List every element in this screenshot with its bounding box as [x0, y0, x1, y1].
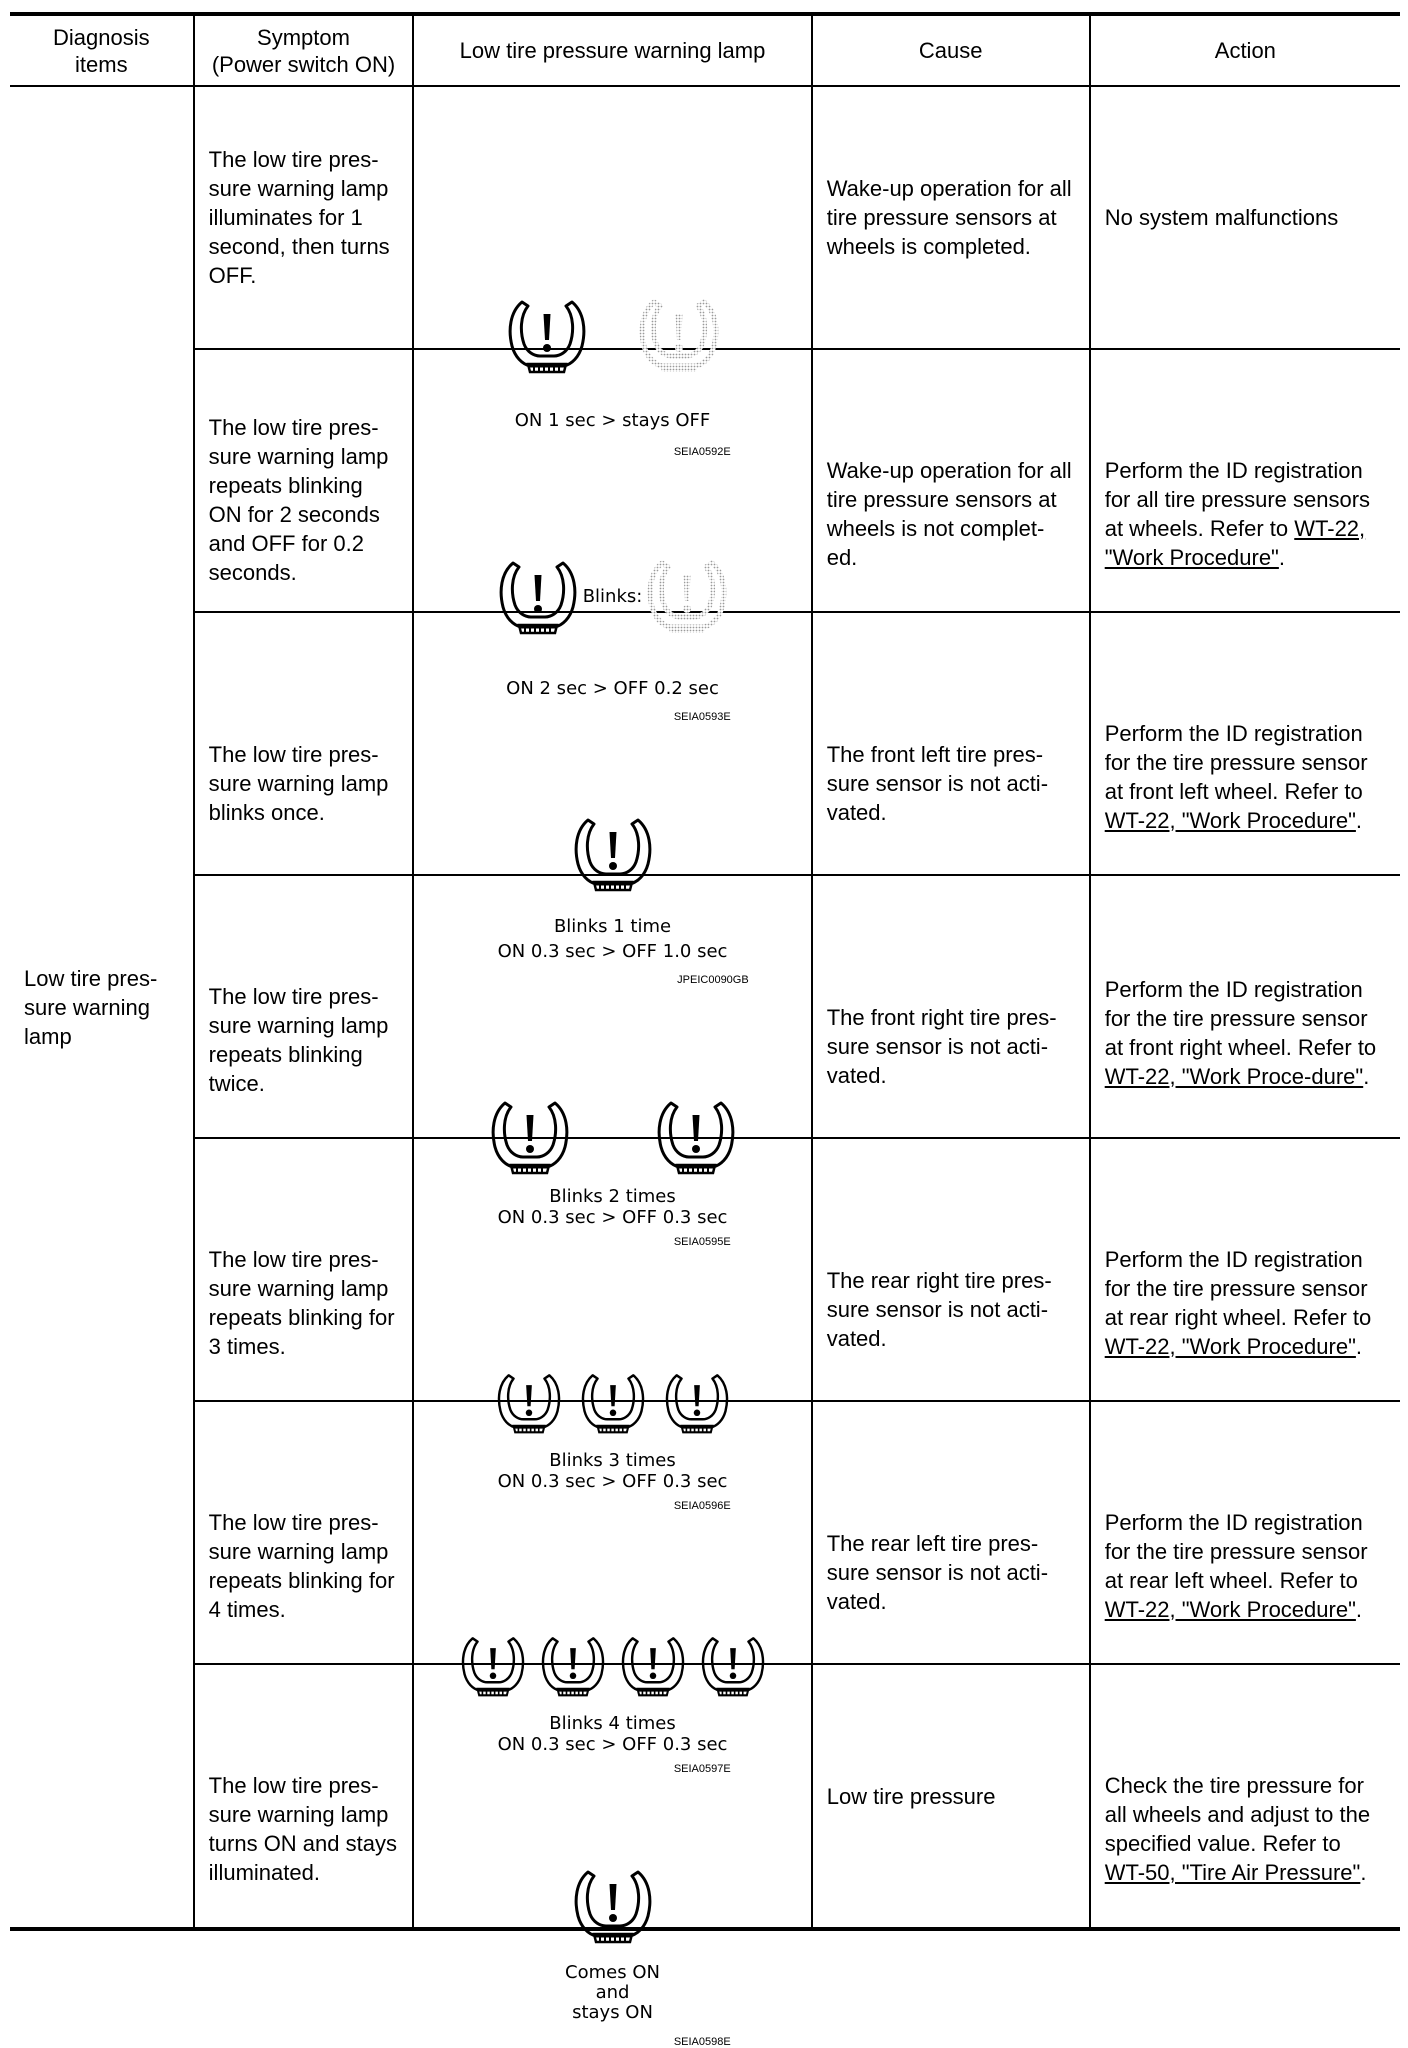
header-lamp: Low tire pressure warning lamp — [413, 14, 811, 86]
action-cell — [1090, 612, 1400, 875]
table-row — [10, 349, 1400, 612]
action-cell — [1090, 875, 1400, 1138]
lamp-cell — [413, 612, 811, 986]
lamp-caption: ON 1 sec > stays OFF — [514, 409, 711, 431]
table-row — [10, 612, 1400, 875]
cause-cell: The front right tire pres-sure sensor is not acti-vated. — [812, 875, 1090, 1138]
lamp-cell — [413, 349, 811, 723]
wt22-work-procedure-link[interactable]: WT-22, "Work Procedure" — [1104, 1596, 1356, 1622]
blinks-label: Blinks: — [582, 586, 643, 607]
lamp-caption-timing: ON 0.3 sec > OFF 0.3 sec — [497, 1206, 728, 1228]
action-text: Perform the ID registration for the tire pressure sensor at rear right wheel. Refer to — [1104, 1246, 1372, 1330]
lamp-caption-timing: ON 0.3 sec > OFF 0.3 sec — [497, 1733, 728, 1755]
action-cell — [1090, 1401, 1400, 1664]
header-cause: Cause — [812, 14, 1090, 86]
table-row — [10, 875, 1400, 1138]
wt22-work-procedure-link[interactable]: WT-22, "Work Procedure" — [1104, 1333, 1356, 1359]
header-symptom — [194, 14, 414, 86]
warning-lamp-on-icon — [570, 1866, 656, 1946]
diagnosis-table — [10, 12, 1400, 2048]
header-row — [10, 14, 1400, 86]
lamp-caption-timing: ON 0.3 sec > OFF 0.3 sec — [497, 1470, 728, 1492]
header-symptom-line2: (Power switch ON) — [211, 51, 396, 77]
lamp-cell — [413, 1138, 811, 1512]
figure-code: SEIA0598E — [673, 2036, 731, 2048]
wt22-work-procedure-link[interactable]: WT-22, "Work Proce-dure" — [1104, 1063, 1364, 1089]
action-cell — [1090, 1138, 1400, 1401]
lamp-caption-comes-on: Comes ON — [565, 1962, 660, 1983]
symptom-cell: The low tire pres-sure warning lamp repeats blinking twice. — [194, 875, 414, 1138]
table-row — [10, 86, 1400, 349]
lamp-caption-blinks: Blinks 3 times — [549, 1449, 676, 1471]
cause-cell: The rear left tire pres-sure sensor is not acti-vated. — [812, 1401, 1090, 1664]
cause-cell: Low tire pressure — [812, 1664, 1090, 1929]
table-row — [10, 1401, 1400, 1664]
cause-cell: The rear right tire pres-sure sensor is not acti-vated. — [812, 1138, 1090, 1401]
lamp-caption-blinks: Blinks 4 times — [549, 1712, 676, 1734]
diagnosis-table-page — [10, 12, 1400, 2048]
action-text: Perform the ID registration for all tire pressure sensors at wheels. Refer to — [1104, 457, 1371, 541]
action-text: Perform the ID registration for the tire pressure sensor at rear left wheel. Refer to — [1104, 1509, 1368, 1593]
action-tail: . — [1355, 1596, 1363, 1622]
figure-code: JPEIC0090GB — [677, 973, 749, 986]
action-cell — [1090, 1664, 1400, 1929]
figure-code: SEIA0597E — [673, 1762, 731, 1775]
lamp-caption-stays-on: stays ON — [572, 2002, 653, 2023]
symptom-cell: The low tire pres-sure warning lamp repeats blinking for 3 times. — [194, 1138, 414, 1401]
header-diagnosis-items: Diagnosis items — [10, 14, 194, 86]
lamp-cell — [413, 1664, 811, 2048]
wt22-work-procedure-link[interactable]: WT-22, "Work Procedure" — [1104, 807, 1356, 833]
figure-code: SEIA0596E — [673, 1499, 731, 1512]
action-tail: . — [1355, 1333, 1363, 1359]
symptom-cell: The low tire pres-sure warning lamp repeats blinking ON for 2 seconds and OFF for 0.2 seconds. — [194, 349, 414, 612]
header-symptom-line1: Symptom — [257, 24, 350, 50]
action-cell: No system malfunctions — [1090, 86, 1400, 349]
symptom-cell: The low tire pres-sure warning lamp illuminates for 1 second, then turns OFF. — [194, 86, 414, 349]
diagnosis-item-cell: Low tire pres-sure warning lamp — [10, 86, 194, 1929]
table-row — [10, 1138, 1400, 1401]
figure-code: SEIA0593E — [673, 710, 731, 723]
lamp-caption-and: and — [595, 1982, 630, 2003]
action-tail: . — [1360, 1860, 1367, 1885]
symptom-cell: The low tire pres-sure warning lamp repeats blinking for 4 times. — [194, 1401, 414, 1664]
cause-cell: Wake-up operation for all tire pressure sensors at wheels is not complet-ed. — [812, 349, 1090, 612]
lamp-caption: ON 2 sec > OFF 0.2 sec — [506, 677, 719, 699]
symptom-cell: The low tire pres-sure warning lamp blinks once. — [194, 612, 414, 875]
action-text: Perform the ID registration for the tire pressure sensor at front right wheel. Refer to — [1104, 976, 1377, 1060]
wt50-tire-air-pressure-link[interactable]: WT-50, "Tire Air Pressure" — [1104, 1860, 1361, 1885]
lamp-cell — [413, 875, 811, 1248]
figure-code: SEIA0595E — [673, 1235, 731, 1248]
figure-code: SEIA0592E — [673, 445, 731, 458]
action-cell — [1090, 349, 1400, 612]
wt22-work-procedure-link[interactable]: WT-22, "Work Procedure" — [1104, 515, 1366, 570]
table-row — [10, 1664, 1400, 1929]
action-tail: . — [1363, 1063, 1370, 1089]
header-action: Action — [1090, 14, 1400, 86]
cause-cell: Wake-up operation for all tire pressure sensors at wheels is completed. — [812, 86, 1090, 349]
lamp-cell — [413, 86, 811, 458]
symptom-cell: The low tire pres-sure warning lamp turns ON and stays illuminated. — [194, 1664, 414, 1929]
action-text: Perform the ID registration for the tire pressure sensor at front left wheel. Refer to — [1104, 720, 1368, 804]
lamp-cell — [413, 1401, 811, 1775]
cause-cell: The front left tire pres-sure sensor is not acti-vated. — [812, 612, 1090, 875]
lamp-caption-blinks: Blinks 2 times — [549, 1185, 676, 1207]
lamp-caption-blinks: Blinks 1 time — [553, 915, 672, 937]
action-tail: . — [1278, 544, 1285, 570]
action-tail: . — [1355, 807, 1363, 833]
action-text: Check the tire pressure for all wheels and adjust to the specified value. Refer to — [1104, 1773, 1371, 1856]
lamp-caption-timing: ON 0.3 sec > OFF 1.0 sec — [497, 940, 728, 962]
